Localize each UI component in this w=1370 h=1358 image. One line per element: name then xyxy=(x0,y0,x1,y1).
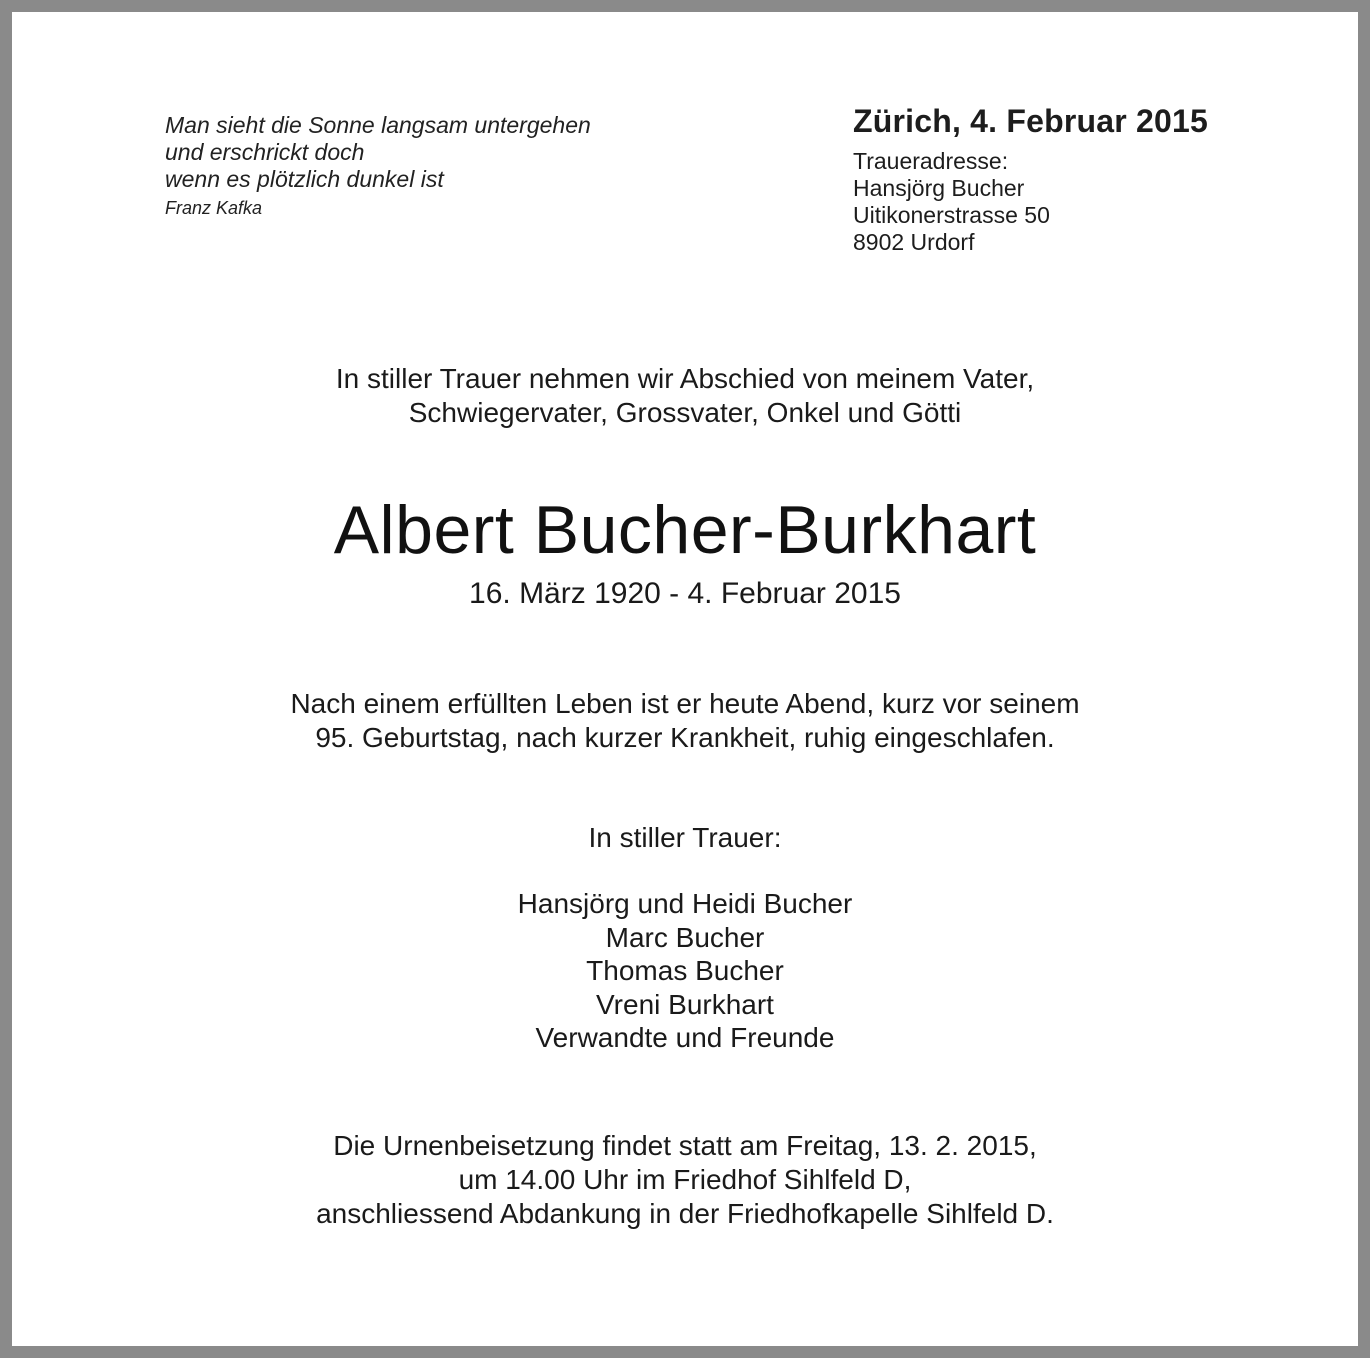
mourners-heading: In stiller Trauer: xyxy=(588,822,782,853)
ceremony-details xyxy=(12,1129,1358,1231)
life-dates: 16. März 1920 - 4. Februar 2015 xyxy=(469,577,901,610)
passing-message xyxy=(12,687,1358,755)
mourner-name: Vreni Burkhart xyxy=(596,988,774,1020)
deceased-name: Albert Bucher-Burkhart xyxy=(333,492,1037,568)
intro-line: Schwiegervater, Grossvater, Onkel und Götti xyxy=(408,397,962,428)
place-date: Zürich, 4. Februar 2015 xyxy=(853,103,1208,139)
mourning-address-block xyxy=(853,102,1208,256)
quote-line: und erschrickt doch xyxy=(165,139,365,165)
mourner-name: Thomas Bucher xyxy=(586,955,784,986)
ceremony-line: Die Urnenbeisetzung findet statt am Freitag, 13. 2. 2015, xyxy=(333,1130,1037,1161)
message-line: Nach einem erfüllten Leben ist er heute Abend, kurz vor seinem xyxy=(290,688,1080,719)
address-lines xyxy=(853,148,1208,256)
address-street: Uitikonerstrasse 50 xyxy=(853,202,1050,228)
ceremony-line: um 14.00 Uhr im Friedhof Sihlfeld D, xyxy=(458,1164,912,1195)
epigraph-quote xyxy=(165,112,591,219)
quote-line: Man sieht die Sonne langsam untergehen xyxy=(165,112,591,138)
address-name: Hansjörg Bucher xyxy=(853,175,1025,201)
intro-line: In stiller Trauer nehmen wir Abschied von meinem Vater, xyxy=(335,363,1035,394)
mourner-name: Hansjörg und Heidi Bucher xyxy=(517,888,853,919)
intro-text xyxy=(12,362,1358,430)
address-label: Traueradresse: xyxy=(853,148,1009,174)
message-line: 95. Geburtstag, nach kurzer Krankheit, ruhig eingeschlafen. xyxy=(315,722,1055,753)
mourner-name: Marc Bucher xyxy=(605,921,765,953)
obituary-page xyxy=(12,12,1358,1346)
mourners-list xyxy=(12,887,1358,1055)
quote-line: wenn es plötzlich dunkel ist xyxy=(165,166,444,192)
address-city: 8902 Urdorf xyxy=(853,229,975,255)
mourner-name: Verwandte und Freunde xyxy=(535,1022,835,1053)
ceremony-line: anschliessend Abdankung in der Friedhofkapelle Sihlfeld D. xyxy=(316,1198,1054,1229)
quote-author: Franz Kafka xyxy=(165,198,263,218)
